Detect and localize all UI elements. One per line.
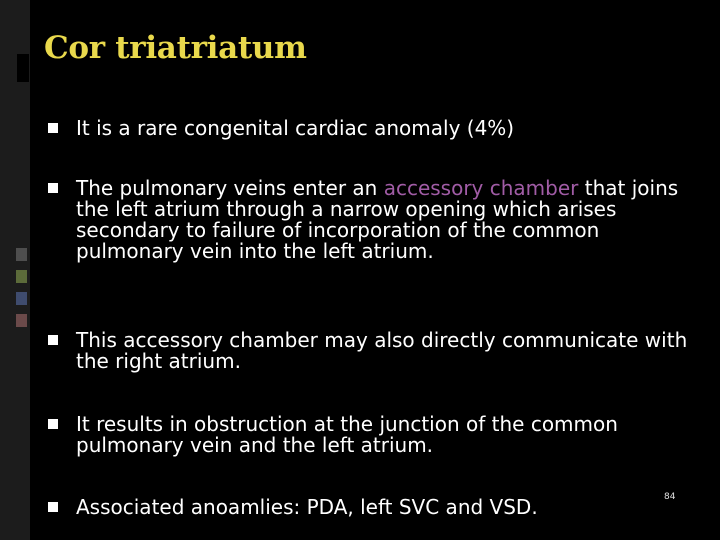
page-number: 84 xyxy=(664,492,676,502)
bullet-item xyxy=(48,330,688,372)
bullet-text: It results in obstruction at the junction of the common pulmonary vein and the left atrium. xyxy=(76,412,618,457)
square-bullet-icon xyxy=(48,419,58,429)
decorative-block xyxy=(16,292,27,305)
bullet-text xyxy=(76,178,688,262)
highlighted-term: accessory chamber xyxy=(383,176,579,200)
bullet-text: This accessory chamber may also directly communicate with the right atrium. xyxy=(76,328,688,373)
bullet-text-after: that joins the left atrium through a narrow opening which arises secondary to failure of incorporation of the common pulmonary vein into the left atrium. xyxy=(76,176,679,263)
bullet-text: Associated anoamlies: PDA, left SVC and VSD. xyxy=(76,495,538,519)
bullet-item xyxy=(48,414,688,456)
square-bullet-icon xyxy=(48,335,58,345)
title-accent-bar xyxy=(17,54,29,82)
square-bullet-icon xyxy=(48,123,58,133)
bullet-text-before: The pulmonary veins enter an xyxy=(76,176,384,200)
slide-title: Cor triatriatum xyxy=(44,30,307,66)
decorative-block xyxy=(16,270,27,283)
square-bullet-icon xyxy=(48,502,58,512)
decorative-block xyxy=(16,314,27,327)
bullet-item xyxy=(48,178,688,262)
square-bullet-icon xyxy=(48,183,58,193)
decorative-block xyxy=(16,248,27,261)
bullet-item xyxy=(48,497,688,518)
bullet-text: It is a rare congenital cardiac anomaly (4%) xyxy=(76,116,515,140)
bullet-item xyxy=(48,118,688,139)
